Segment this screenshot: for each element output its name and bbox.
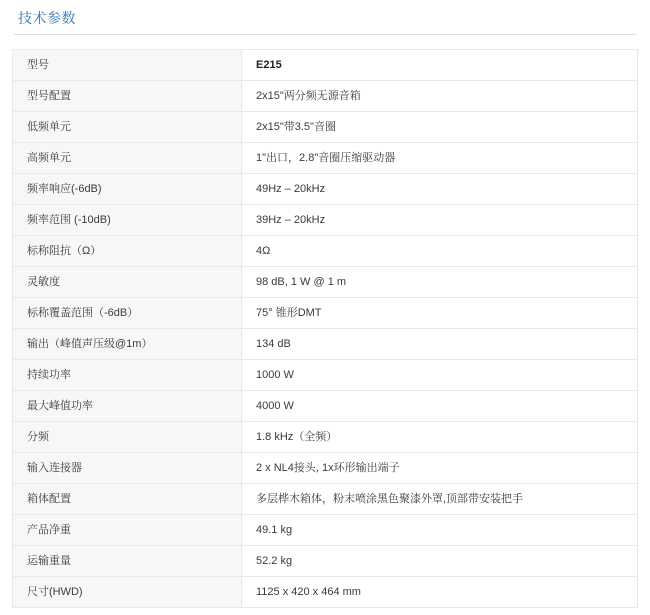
spec-value: 2x15"带3.5"音圈 — [242, 112, 638, 143]
table-row — [13, 50, 638, 81]
table-row — [13, 515, 638, 546]
spec-table — [12, 49, 638, 608]
table-row — [13, 546, 638, 577]
spec-table-body — [13, 50, 638, 608]
spec-label: 型号 — [13, 50, 242, 81]
spec-label: 高频单元 — [13, 143, 242, 174]
spec-label: 运输重量 — [13, 546, 242, 577]
spec-page — [0, 8, 650, 608]
table-row — [13, 81, 638, 112]
table-row — [13, 236, 638, 267]
table-row — [13, 267, 638, 298]
spec-label: 输出（峰值声压级@1m） — [13, 329, 242, 360]
spec-label: 箱体配置 — [13, 484, 242, 515]
spec-value: 98 dB, 1 W @ 1 m — [242, 267, 638, 298]
spec-value: E215 — [242, 50, 638, 81]
spec-label: 标称覆盖范围（-6dB） — [13, 298, 242, 329]
table-row — [13, 205, 638, 236]
table-row — [13, 484, 638, 515]
spec-value: 75° 锥形DMT — [242, 298, 638, 329]
table-row — [13, 577, 638, 608]
spec-value: 49.1 kg — [242, 515, 638, 546]
spec-value: 1"出口，2.8"音圈压缩驱动器 — [242, 143, 638, 174]
spec-value: 2 x NL4接头, 1x环形输出端子 — [242, 453, 638, 484]
spec-value: 2x15"两分频无源音箱 — [242, 81, 638, 112]
spec-label: 频率范围 (-10dB) — [13, 205, 242, 236]
spec-label: 频率响应(-6dB) — [13, 174, 242, 205]
title-divider — [14, 34, 636, 35]
table-row — [13, 391, 638, 422]
spec-value: 1.8 kHz（全频） — [242, 422, 638, 453]
spec-value: 1125 x 420 x 464 mm — [242, 577, 638, 608]
spec-label: 尺寸(HWD) — [13, 577, 242, 608]
spec-label: 输入连接器 — [13, 453, 242, 484]
spec-label: 分频 — [13, 422, 242, 453]
spec-label: 灵敏度 — [13, 267, 242, 298]
table-row — [13, 298, 638, 329]
table-row — [13, 143, 638, 174]
spec-value: 1000 W — [242, 360, 638, 391]
spec-label: 持续功率 — [13, 360, 242, 391]
spec-value: 4Ω — [242, 236, 638, 267]
table-row — [13, 360, 638, 391]
spec-value: 52.2 kg — [242, 546, 638, 577]
spec-label: 型号配置 — [13, 81, 242, 112]
spec-label: 标称阻抗（Ω） — [13, 236, 242, 267]
spec-label: 低频单元 — [13, 112, 242, 143]
spec-value: 39Hz – 20kHz — [242, 205, 638, 236]
table-row — [13, 174, 638, 205]
spec-value: 134 dB — [242, 329, 638, 360]
spec-label: 最大峰值功率 — [13, 391, 242, 422]
table-row — [13, 422, 638, 453]
table-row — [13, 329, 638, 360]
table-row — [13, 453, 638, 484]
spec-value: 多层桦木箱体，粉末喷涂黑色聚漆外罩,顶部带安装把手 — [242, 484, 638, 515]
table-row — [13, 112, 638, 143]
spec-label: 产品净重 — [13, 515, 242, 546]
spec-value: 49Hz – 20kHz — [242, 174, 638, 205]
spec-value: 4000 W — [242, 391, 638, 422]
page-title: 技术参数 — [18, 10, 76, 26]
